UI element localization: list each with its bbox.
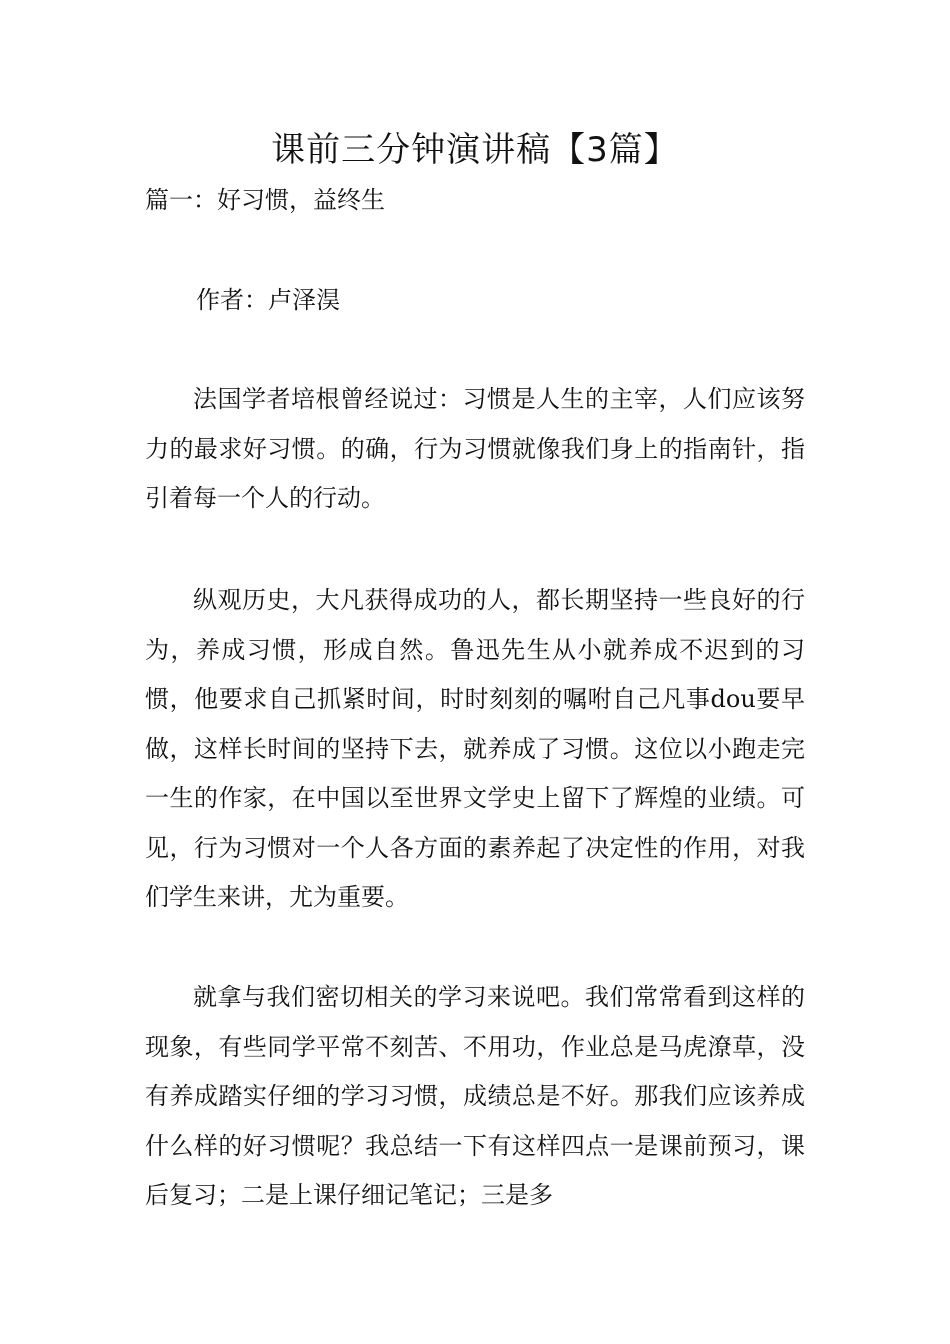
section-heading: 篇一：好习惯，益终生	[145, 186, 385, 214]
paragraph: 法国学者培根曾经说过：习惯是人生的主宰，人们应该努力的最求好习惯。的确，行为习惯就像我们身上的指南针，指引着每一个人的行动。	[145, 385, 805, 512]
author-line: 作者：卢泽淏	[196, 286, 340, 314]
document-title: 课前三分钟演讲稿【3篇】	[271, 130, 679, 170]
paragraph: 纵观历史，大凡获得成功的人，都长期坚持一些良好的行为，养成习惯，形成自然。鲁迅先生从小就养成不迟到的习惯，他要求自己抓紧时间，时时刻刻的嘱咐自己凡事dou要早做，这样长时间的坚持下去，就养成了习惯。这位以小跑走完一生的作家，在中国以至世界文学史上留下了辉煌的业绩。可见，行为习惯对一个人各方面的素养起了决定性的作用，对我们学生来讲，尤为重要。	[145, 586, 805, 911]
paragraph: 就拿与我们密切相关的学习来说吧。我们常常看到这样的现象，有些同学平常不刻苦、不用功，作业总是马虎潦草，没有养成踏实仔细的学习习惯，成绩总是不好。那我们应该养成什么样的好习惯呢？我总结一下有这样四点一是课前预习，课后复习；二是上课仔细记笔记；三是多	[145, 983, 805, 1209]
